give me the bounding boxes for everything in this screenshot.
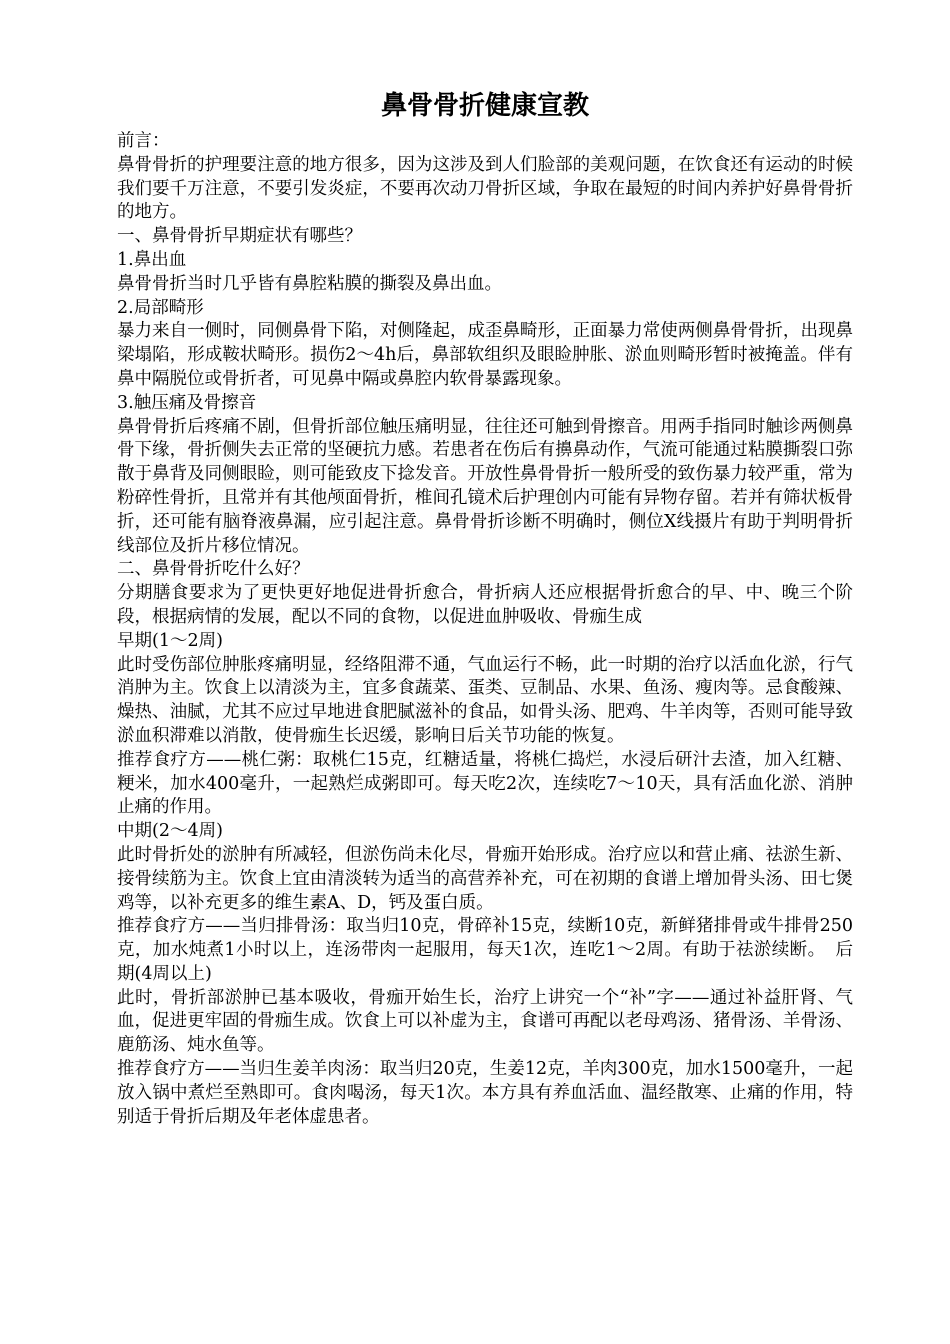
page-title: 鼻骨骨折健康宣教 bbox=[380, 91, 589, 121]
paragraph-late-stage: 此时，骨折部淤肿已基本吸收，骨痂开始生长，治疗上讲究一个“补”字——通过补益肝肾、气血，促进更牢固的骨痂生成。饮食上可以补虚为主，食谱可再配以老母鸡汤、猪骨汤、羊骨汤、鹿筋汤、炖水鱼等。 bbox=[117, 987, 853, 1056]
subheading-late-stage: 后期(4周以上) bbox=[117, 940, 853, 984]
paragraph-deformity: 暴力来自一侧时，同侧鼻骨下陷，对侧隆起，成歪鼻畸形，正面暴力常使两侧鼻骨骨折，出现鼻梁塌陷，形成鞍状畸形。损伤2～4h后，鼻部软组织及眼睑肿胀、淤血则畸形暂时被掩盖。伴有鼻中隔脱位或骨折者，可见鼻中隔或鼻腔内软骨暴露现象。 bbox=[117, 321, 853, 389]
document-page bbox=[117, 86, 853, 1129]
recipe-angelica-rib-soup-text: 推荐食疗方——当归排骨汤：取当归10克，骨碎补15克，续断10克，新鲜猪排骨或牛排骨250克，加水炖煮1小时以上，连汤带肉一起服用，每天1次，连吃1～2周。有助于祛淤续断。 bbox=[117, 916, 853, 961]
subheading-middle-stage: 中期(2～4周) bbox=[117, 821, 223, 842]
paragraph-middle-stage: 此时骨折处的淤肿有所减轻，但淤伤尚未化尽，骨痂开始形成。治疗应以和营止痛、祛淤生新、接骨续筋为主。饮食上宜由清淡转为适当的高营养补充，可在初期的食谱上增加骨头汤、田七煲鸡等，以补充更多的维生素A、D，钙及蛋白质。 bbox=[117, 844, 853, 913]
recipe-peach-kernel-porridge: 推荐食疗方——桃仁粥：取桃仁15克，红糖适量，将桃仁捣烂，水浸后研汁去渣，加入红糖、粳米，加水400毫升，一起熟烂成粥即可。每天吃2次，连续吃7～10天，具有活血化淤、消肿止痛的作用。 bbox=[117, 749, 853, 818]
paragraph-early-stage: 此时受伤部位肿胀疼痛明显，经络阻滞不通，气血运行不畅，此一时期的治疗以活血化淤，行气消肿为主。饮食上以清淡为主，宜多食蔬菜、蛋类、豆制品、水果、鱼汤、瘦肉等。忌食酸辣、燥热、油腻，尤其不应过早地进食肥腻滋补的食品，如骨头汤、肥鸡、牛羊肉等，否则可能导致淤血积滞难以消散，使骨痂生长迟缓，影响日后关节功能的恢复。 bbox=[117, 654, 853, 746]
recipe-angelica-rib-soup bbox=[117, 915, 853, 986]
paragraph-diet-intro: 分期膳食要求为了更快更好地促进骨折愈合，骨折病人还应根据骨折愈合的早、中、晚三个阶段，根据病情的发展，配以不同的食物，以促进血肿吸收、骨痂生成 bbox=[117, 583, 853, 627]
recipe-angelica-ginger-mutton-soup: 推荐食疗方——当归生姜羊肉汤：取当归20克，生姜12克，羊肉300克，加水1500毫升，一起放入锅中煮烂至熟即可。食肉喝汤，每天1次。本方具有养血活血、温经散寒、止痛的作用，特别适于骨折后期及年老体虚患者。 bbox=[117, 1059, 853, 1127]
section-heading-diet: 二、鼻骨骨折吃什么好？ bbox=[117, 559, 310, 580]
subheading-early-stage: 早期(1～2周) bbox=[117, 630, 223, 651]
subheading-tenderness: 3.触压痛及骨擦音 bbox=[117, 392, 257, 413]
paragraph-nosebleed: 鼻骨骨折当时几乎皆有鼻腔粘膜的撕裂及鼻出血。 bbox=[117, 273, 502, 294]
paragraph-tenderness: 鼻骨骨折后疼痛不剧，但骨折部位触压痛明显，往往还可触到骨擦音。用两手指同时触诊两侧鼻骨下缘，骨折侧失去正常的坚硬抗力感。若患者在伤后有擤鼻动作，气流可能通过粘膜撕裂口弥散于鼻背及同侧眼睑，则可能致皮下捻发音。开放性鼻骨骨折一般所受的致伤暴力较严重，常为粉碎性骨折，且常并有其他颅面骨折，椎间孔镜术后护理创内可能有异物存留。若并有筛状板骨折，还可能有脑脊液鼻漏，应引起注意。鼻骨骨折诊断不明确时，侧位X线摄片有助于判明骨折线部位及折片移位情况。 bbox=[117, 416, 853, 556]
subheading-nosebleed: 1.鼻出血 bbox=[117, 249, 187, 270]
preface-label: 前言： bbox=[117, 131, 170, 151]
preface-paragraph: 鼻骨骨折的护理要注意的地方很多，因为这涉及到人们脸部的美观问题，在饮食还有运动的时候我们要千万注意，不要引发炎症，不要再次动刀骨折区域，争取在最短的时间内养护好鼻骨骨折的地方。 bbox=[117, 154, 853, 223]
subheading-deformity: 2.局部畸形 bbox=[117, 297, 204, 318]
section-heading-symptoms: 一、鼻骨骨折早期症状有哪些？ bbox=[117, 226, 362, 247]
